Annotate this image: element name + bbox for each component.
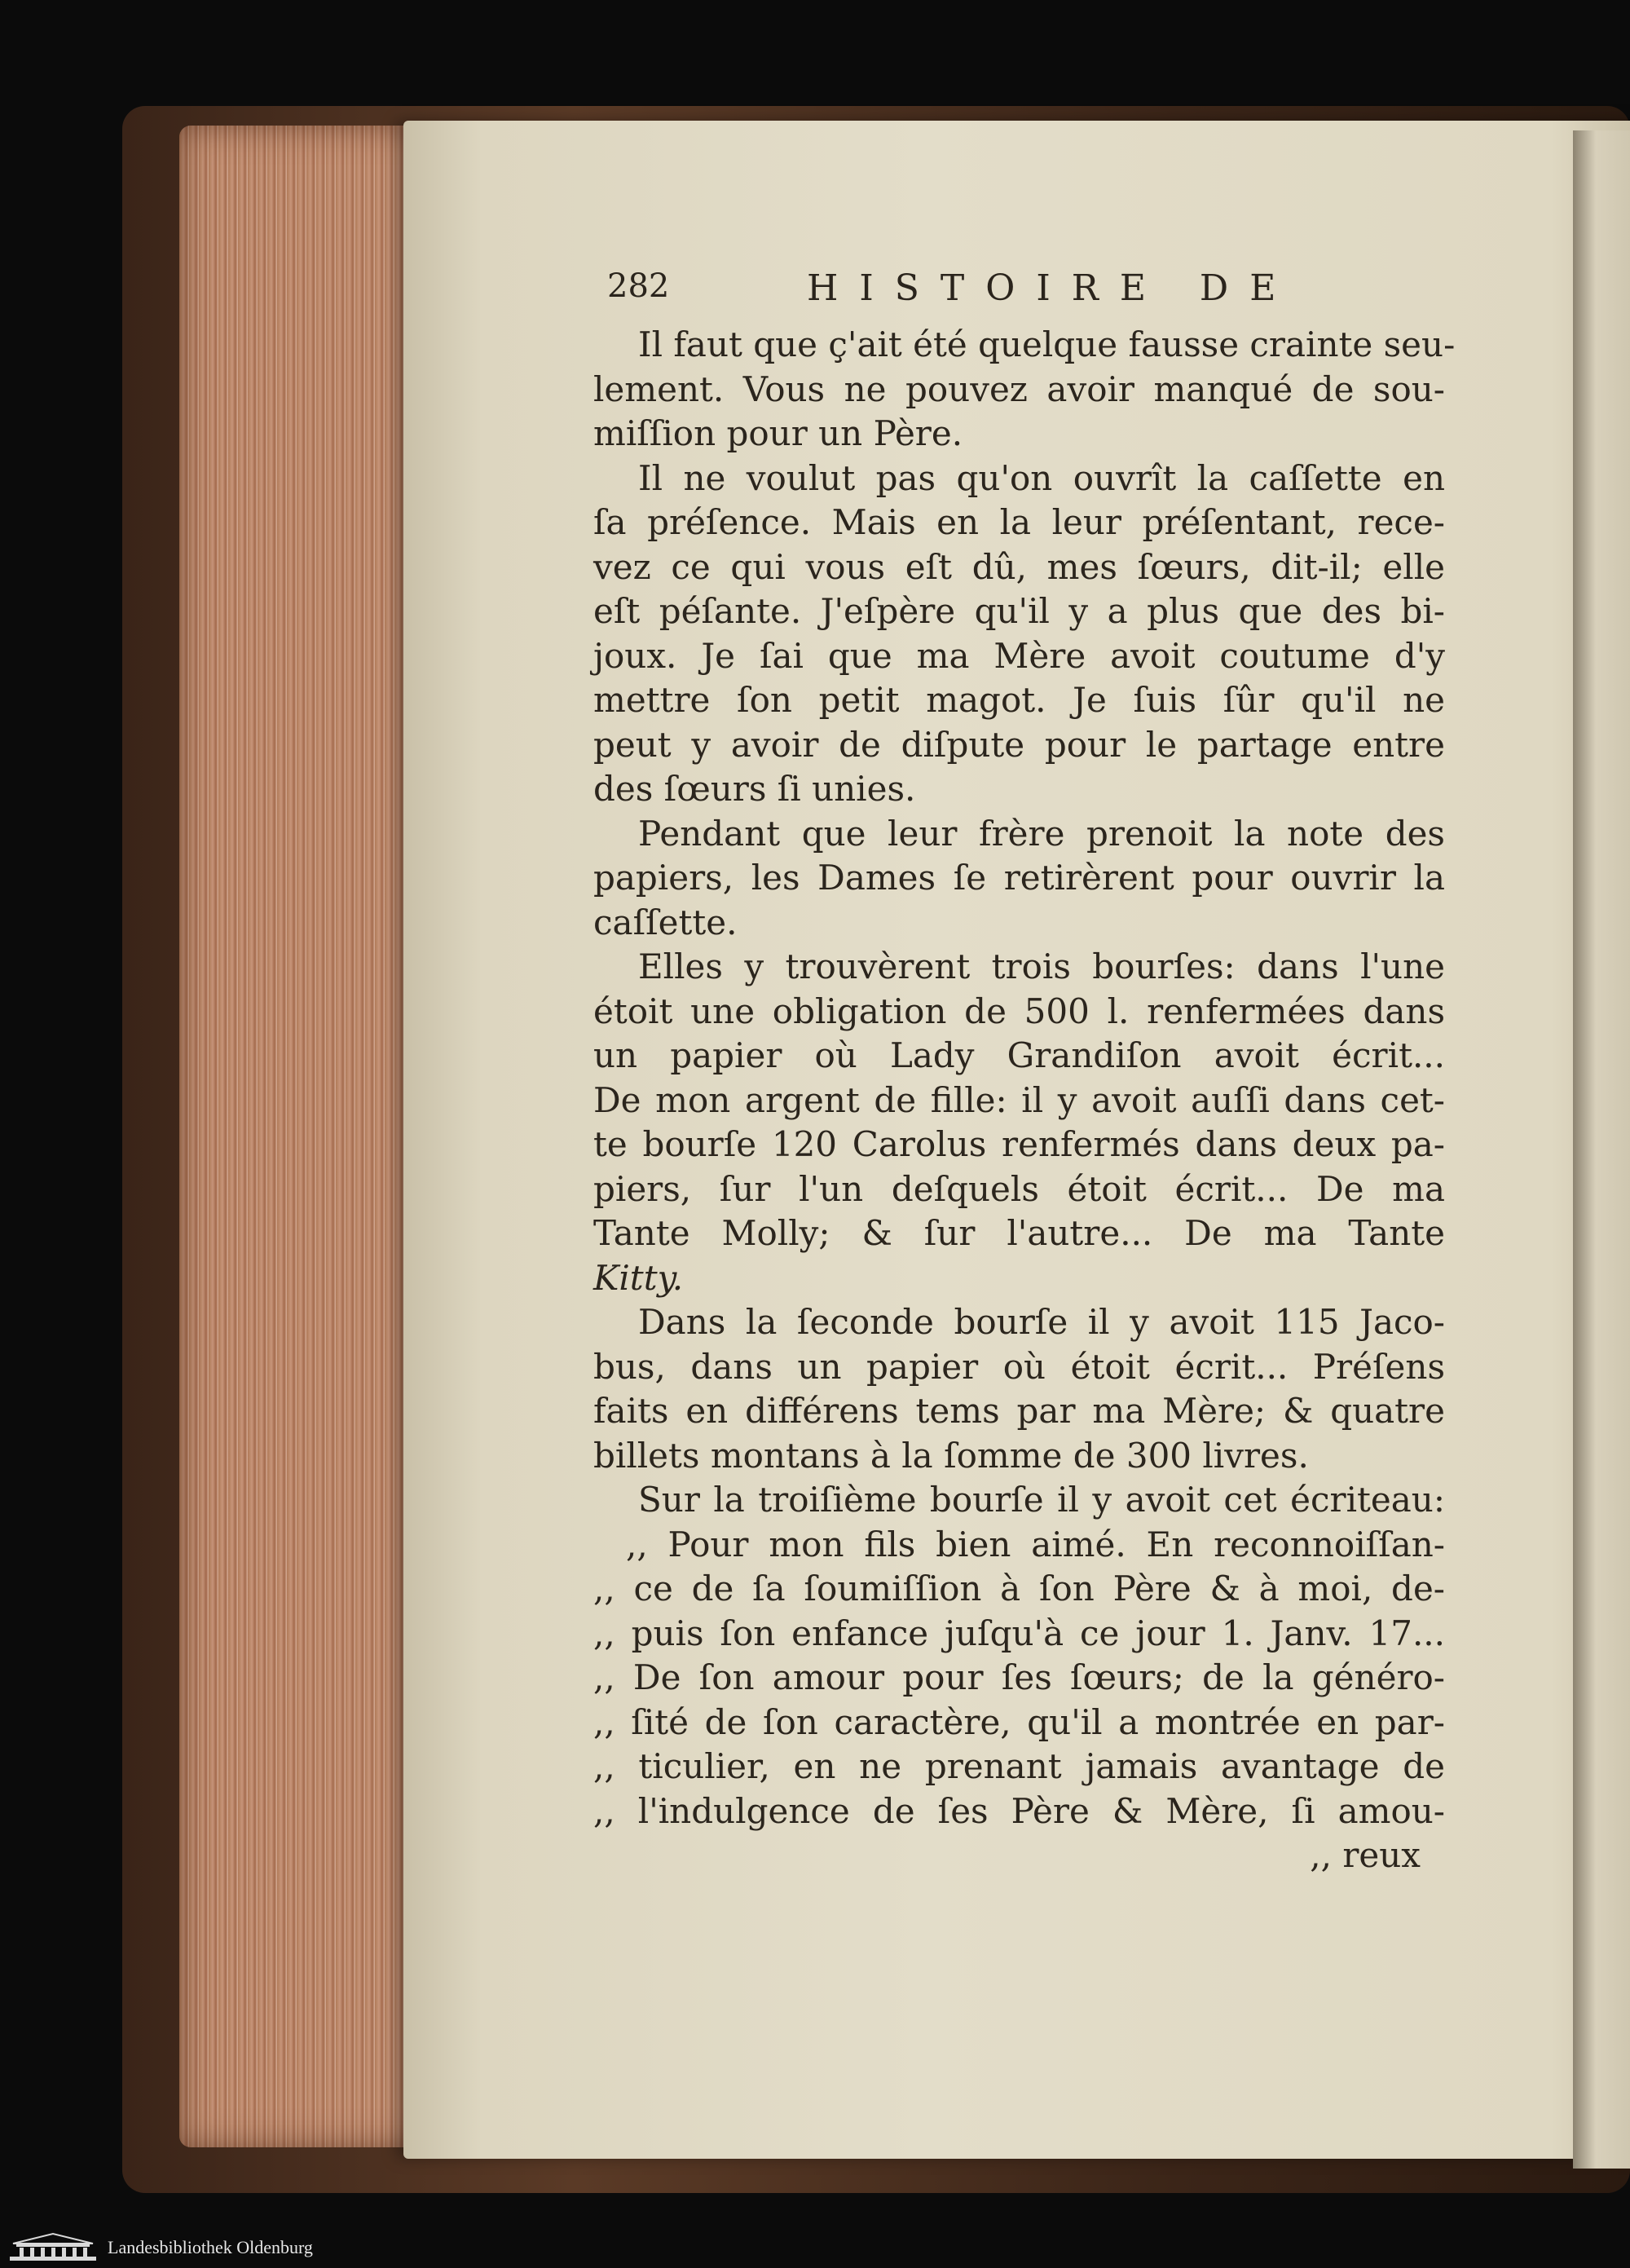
text-line: Il faut que ç'ait été quelque fausse crainte seu- <box>638 324 1456 364</box>
text-line: ,, l'indulgence de ſes Père & Mère, ſi amou- <box>593 1790 1445 1831</box>
text-line: un papier où Lady Grandiſon avoit écrit... <box>593 1035 1445 1075</box>
library-name: Landesbibliothek Oldenburg <box>108 2237 313 2257</box>
text-line: ,, ticulier, en ne prenant jamais avantage de <box>593 1746 1445 1786</box>
running-head: HISTOIRE DE <box>807 267 1297 309</box>
text-line: ſa préſence. Mais en la leur préſentant, rece- <box>593 502 1445 542</box>
text-line: ,, ſité de ſon caractère, qu'il a montrée en par- <box>593 1701 1445 1742</box>
library-logo-icon <box>8 2232 98 2263</box>
text-line: Il ne voulut pas qu'on ouvrît la caſſette en <box>638 457 1445 498</box>
text-line: Elles y trouvèrent trois bourſes: dans l'une <box>638 946 1445 986</box>
text-line: te bourſe 120 Carolus renfermés dans deux pa- <box>593 1124 1445 1164</box>
text-line: joux. Je ſai que ma Mère avoit coutume d'y <box>593 635 1445 676</box>
text-line: étoit une obligation de 500 l. renfermées dans <box>593 991 1445 1031</box>
page-number: 282 <box>607 267 670 305</box>
text-line: Kitty. <box>593 1257 684 1298</box>
text-line: des ſœurs ſi unies. <box>593 769 916 809</box>
page-header <box>607 267 1479 324</box>
text-line: faits en différens tems par ma Mère; & quatre <box>593 1391 1445 1431</box>
text-line: papiers, les Dames ſe retirèrent pour ouvrir la <box>593 858 1445 898</box>
text-line: ,, ce de ſa ſoumiſſion à ſon Père & à moi, de- <box>593 1569 1445 1608</box>
text-line: Tante Molly; & ſur l'autre... De ma Tante <box>593 1213 1445 1253</box>
text-block <box>593 323 1456 1878</box>
text-line: miſſion pour un Père. <box>593 413 963 453</box>
catchword: ,, reux <box>1310 1835 1421 1875</box>
text-line: ,, De ſon amour pour ſes ſœurs; de la généro- <box>593 1657 1445 1697</box>
text-line: eſt péſante. J'eſpère qu'il y a plus que des bi- <box>593 591 1445 631</box>
text-line: peut y avoir de diſpute pour le partage entre <box>593 724 1445 765</box>
text-line: De mon argent de fille: il y avoit auſſi dans cet- <box>593 1079 1445 1120</box>
text-line: Sur la troiſième bourſe il y avoit cet écriteau: <box>638 1480 1445 1520</box>
facing-page-edge <box>1573 130 1630 2169</box>
text-line: caſſette. <box>593 902 738 942</box>
text-line: Pendant que leur frère prenoit la note des <box>638 813 1445 854</box>
text-line: piers, ſur l'un deſquels étoit écrit... De ma <box>593 1168 1445 1209</box>
text-line: vez ce qui vous eſt dû, mes ſœurs, dit-il; elle <box>593 546 1445 587</box>
text-line: bus, dans un papier où étoit écrit... Préſens <box>593 1346 1445 1387</box>
text-line: ,, Pour mon fils bien aimé. En reconnoiſſan- <box>626 1524 1445 1564</box>
text-line: ,, puis ſon enfance juſqu'à ce jour 1. Janv. 17... <box>593 1613 1445 1653</box>
text-line: mettre ſon petit magot. Je ſuis ſûr qu'il ne <box>593 680 1445 720</box>
text-line: billets montans à la ſomme de 300 livres. <box>593 1435 1309 1476</box>
text-line: lement. Vous ne pouvez avoir manqué de sou- <box>593 368 1445 409</box>
text-line: Dans la ſeconde bourſe il y avoit 115 Jaco- <box>638 1302 1445 1342</box>
